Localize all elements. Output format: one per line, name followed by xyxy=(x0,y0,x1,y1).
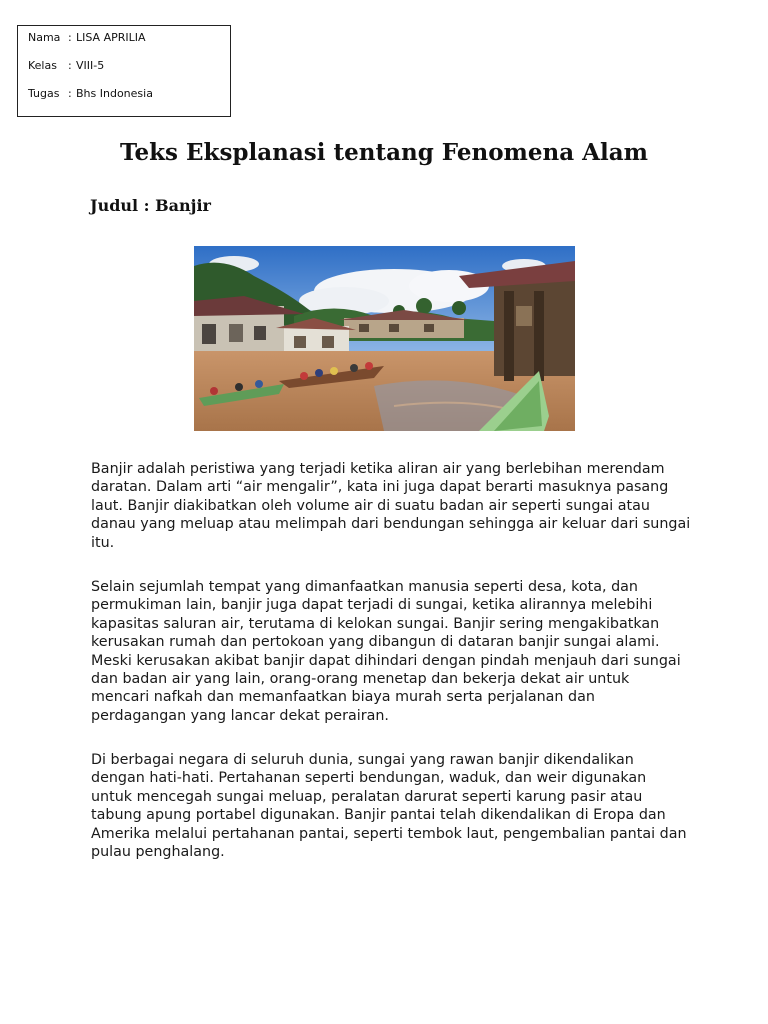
nama-label: Nama xyxy=(28,31,61,44)
kelas-value: VIII-5 xyxy=(76,59,105,72)
paragraph-3: Di berbagai negara di seluruh dunia, sungai yang rawan banjir dikendalikan dengan hati-hati. Pertahanan seperti bendungan, waduk, dan weir digunakan untuk mencegah sungai meluap, peralatan darurat seperti karung pasir atau tabung apung portabel digunakan. Banjir pantai telah dikendalikan di Eropa dan Amerika melalui pertahanan pantai, seperti tembok laut, pengembalian pantai dan pulau penghalang. xyxy=(91,752,687,861)
tugas-value: Bhs Indonesia xyxy=(76,87,153,100)
tugas-separator: : xyxy=(68,87,72,100)
nama-separator: : xyxy=(68,31,72,44)
info-row-nama xyxy=(28,31,146,44)
flood-photo xyxy=(194,246,575,431)
info-row-tugas xyxy=(28,87,153,100)
paragraph-2: Selain sejumlah tempat yang dimanfaatkan manusia seperti desa, kota, dan permukiman lain, banjir juga dapat terjadi di sungai, ketika alirannya melebihi kapasitas saluran air, terutama di kelokan sungai. Banjir sering mengakibatkan kerusakan rumah dan pertokoan yang dibangun di dataran banjir sungai alami. Meski kerusakan akibat banjir dapat dihindari dengan pindah menjauh dari sungai dan badan air yang lain, orang-orang menetap dan bekerja dekat air untuk mencari nafkah dan memanfaatkan biaya murah serta perjalanan dan perdagangan yang lancar dekat perairan. xyxy=(91,579,681,724)
tugas-label: Tugas xyxy=(28,87,60,100)
document-title: Teks Eksplanasi tentang Fenomena Alam xyxy=(120,139,648,166)
info-row-kelas xyxy=(28,59,104,72)
flooded-village-photo-icon xyxy=(194,246,575,431)
paragraph-1: Banjir adalah peristiwa yang terjadi ketika aliran air yang berlebihan merendam daratan. Dalam arti “air mengalir”, kata ini juga dapat berarti masuknya pasang laut. Banjir diakibatkan oleh volume air di suatu badan air seperti sungai atau danau yang meluap atau melimpah dari bendungan sehingga air keluar dari sungai itu. xyxy=(91,461,691,551)
kelas-separator: : xyxy=(68,59,72,72)
student-info-box xyxy=(17,25,231,117)
nama-value: LISA APRILIA xyxy=(76,31,146,44)
kelas-label: Kelas xyxy=(28,59,57,72)
document-heading: Judul : Banjir xyxy=(90,196,211,215)
